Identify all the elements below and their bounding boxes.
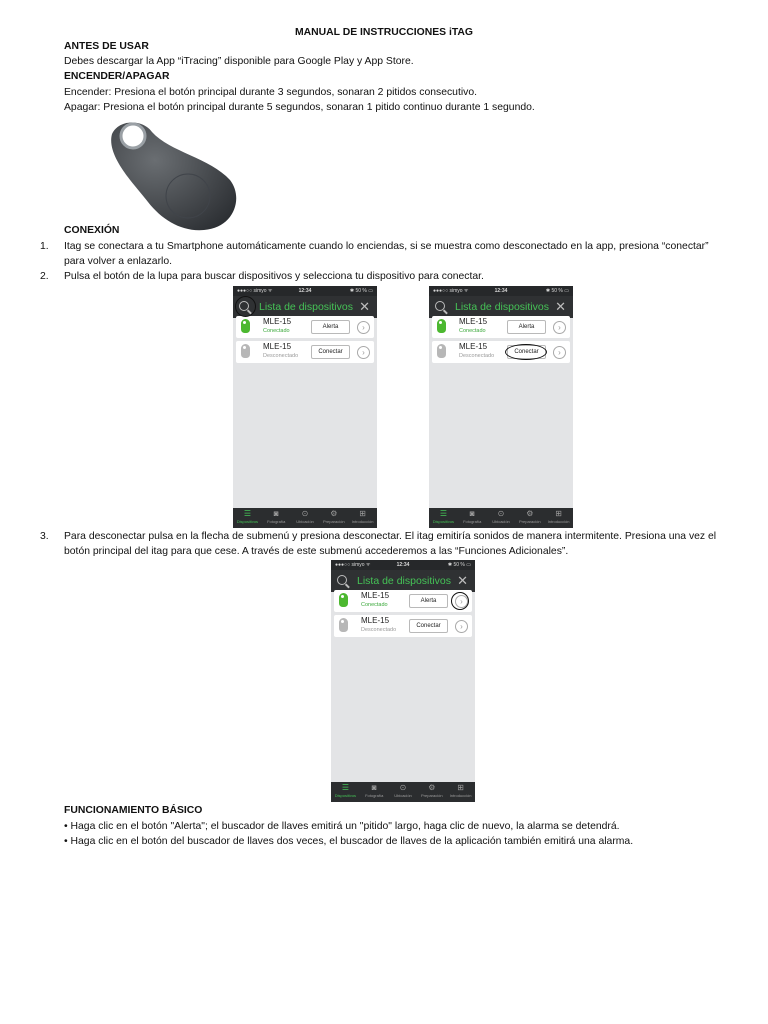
tab-photo[interactable]: [360, 782, 389, 802]
book-icon: ⊞: [457, 783, 464, 792]
submenu-arrow-icon[interactable]: ›: [553, 321, 566, 334]
itag-green-icon: [339, 593, 348, 607]
connect-button[interactable]: Conectar: [311, 345, 350, 359]
tab-photo[interactable]: [262, 508, 291, 528]
tab-label: Preparación: [323, 519, 345, 524]
device-status: Desconectado: [459, 353, 495, 359]
tab-bar: [233, 508, 377, 528]
book-icon: ⊞: [555, 509, 562, 518]
device-row[interactable]: [236, 316, 374, 338]
submenu-arrow-icon[interactable]: ›: [455, 595, 468, 608]
step-3-number: 3.: [40, 531, 49, 542]
tab-bar: [429, 508, 573, 528]
gear-icon: ⚙: [428, 783, 436, 792]
gear-icon: ⚙: [526, 509, 534, 518]
nav-title: Lista de dispositivos: [259, 301, 353, 313]
step-2-number: 2.: [40, 271, 49, 282]
location-icon: ⊙: [301, 509, 309, 518]
device-row[interactable]: [236, 341, 374, 363]
itag-grey-icon: [339, 618, 348, 632]
highlight-circle: [451, 592, 469, 610]
device-status: Conectado: [459, 328, 486, 334]
tab-label: Fotografía: [463, 519, 482, 524]
device-status: Desconectado: [263, 353, 299, 359]
tab-label: Ubicación: [394, 793, 412, 798]
nav-title: Lista de dispositivos: [455, 301, 549, 313]
phone-screenshot-1: [233, 286, 377, 528]
tab-settings[interactable]: [319, 508, 348, 528]
device-name: MLE-15: [459, 342, 488, 351]
camera-icon: ◙: [469, 509, 475, 518]
battery-indicator: ✱ 50 % ▭: [545, 288, 569, 294]
highlight-circle: [505, 344, 547, 360]
power-heading: ENCENDER/APAGAR: [64, 71, 170, 82]
nav-bar: [331, 570, 475, 592]
carrier-label: ●●●○○ simyo ᯤ: [335, 562, 371, 568]
step-3-text: Para desconectar pulsa en la flecha de submenú y presiona desconectar. El itag emitiría sonidos de manera intermitente. Presiona una vez el: [64, 531, 717, 542]
power-off-text: Apagar: Presiona el botón principal durante 5 segundos, sonaran 1 pitido continuo durante 1 segundo.: [64, 102, 535, 113]
itag-device-image: [100, 118, 240, 233]
tab-intro[interactable]: [544, 508, 573, 528]
phone-screenshot-3: [331, 560, 475, 802]
device-row[interactable]: [334, 615, 472, 637]
gear-icon: ⚙: [330, 509, 338, 518]
step-1-text: Itag se conectara a tu Smartphone automáticamente cuando lo enciendas, si se muestra como desconectado en la app, presiona “conectar”: [64, 241, 709, 252]
location-icon: ⊙: [399, 783, 407, 792]
submenu-arrow-icon[interactable]: ›: [455, 620, 468, 633]
search-icon[interactable]: [337, 575, 347, 585]
carrier-label: ●●●○○ simyo ᯤ: [433, 288, 469, 294]
basic-bullet-1: • Haga clic en el botón "Alerta"; el buscador de llaves emitirá un "pitido" largo, haga clic de nuevo, la alarma se detendrá.: [64, 821, 620, 832]
tab-label: Introducción: [547, 519, 570, 524]
tab-bar: [331, 782, 475, 802]
tab-label: Fotografía: [365, 793, 384, 798]
tab-label: Dispositivos: [432, 519, 455, 524]
step-3-text-cont: botón principal del itag para que cese. A través de este submenú accederemos a las “Funciones Adicionales”.: [64, 546, 569, 557]
tab-location[interactable]: [389, 782, 418, 802]
search-icon[interactable]: [435, 301, 445, 311]
tab-intro[interactable]: [446, 782, 475, 802]
tab-label: Fotografía: [267, 519, 286, 524]
connection-heading: CONEXIÓN: [64, 225, 120, 236]
device-status: Conectado: [263, 328, 290, 334]
basic-heading: FUNCIONAMIENTO BÁSICO: [64, 805, 203, 816]
submenu-arrow-icon[interactable]: ›: [553, 346, 566, 359]
tab-label: Dispositivos: [236, 519, 259, 524]
battery-indicator: ✱ 50 % ▭: [447, 562, 471, 568]
tab-photo[interactable]: [458, 508, 487, 528]
device-name: MLE-15: [361, 591, 390, 600]
tab-label: Preparación: [519, 519, 541, 524]
tab-label: Introducción: [449, 793, 472, 798]
clock: 12:34: [298, 288, 312, 294]
list-icon: ☰: [341, 783, 349, 792]
tab-label: Ubicación: [296, 519, 314, 524]
device-name: MLE-15: [263, 342, 292, 351]
tab-label: Dispositivos: [334, 793, 357, 798]
step-1-text-cont: para volver a enlazarlo.: [64, 256, 173, 267]
device-row[interactable]: [432, 341, 570, 363]
itag-green-icon: [241, 319, 250, 333]
status-bar: [233, 286, 377, 296]
phone-screenshot-2: [429, 286, 573, 528]
tab-settings[interactable]: [417, 782, 446, 802]
basic-bullet-2: • Haga clic en el botón del buscador de llaves dos veces, el buscador de llaves de la aplicación también emitirá una alarma.: [64, 836, 634, 847]
before-use-text: Debes descargar la App “iTracing” disponible para Google Play y App Store.: [64, 56, 414, 67]
document-title: MANUAL DE INSTRUCCIONES iTAG: [295, 27, 473, 38]
tools-icon[interactable]: ✕: [457, 573, 468, 588]
step-1-number: 1.: [40, 241, 49, 252]
list-icon: ☰: [439, 509, 447, 518]
book-icon: ⊞: [359, 509, 366, 518]
tab-devices[interactable]: [429, 508, 458, 528]
device-status: Desconectado: [361, 627, 397, 633]
clock: 12:34: [494, 288, 508, 294]
list-icon: ☰: [243, 509, 251, 518]
tab-devices[interactable]: [233, 508, 262, 528]
location-icon: ⊙: [497, 509, 505, 518]
device-status: Conectado: [361, 602, 388, 608]
tab-location[interactable]: [487, 508, 516, 528]
alert-button[interactable]: Alerta: [311, 320, 350, 334]
tab-location[interactable]: [291, 508, 320, 528]
carrier-label: ●●●○○ simyo ᯤ: [237, 288, 273, 294]
camera-icon: ◙: [371, 783, 377, 792]
tools-icon[interactable]: ✕: [555, 299, 566, 314]
nav-bar: [429, 296, 573, 318]
submenu-arrow-icon[interactable]: ›: [357, 321, 370, 334]
itag-grey-icon: [437, 344, 446, 358]
tools-icon[interactable]: ✕: [359, 299, 370, 314]
tab-intro[interactable]: [348, 508, 377, 528]
itag-green-icon: [437, 319, 446, 333]
device-row[interactable]: [432, 316, 570, 338]
status-bar: [331, 560, 475, 570]
alert-button[interactable]: Alerta: [409, 594, 448, 608]
power-on-text: Encender: Presiona el botón principal durante 3 segundos, sonaran 2 pitidos consecutivo.: [64, 87, 478, 98]
device-name: MLE-15: [263, 317, 292, 326]
submenu-arrow-icon[interactable]: ›: [357, 346, 370, 359]
before-use-heading: ANTES DE USAR: [64, 41, 149, 52]
tab-devices[interactable]: [331, 782, 360, 802]
tab-label: Ubicación: [492, 519, 510, 524]
tab-settings[interactable]: [515, 508, 544, 528]
alert-button[interactable]: Alerta: [507, 320, 546, 334]
connect-button[interactable]: Conectar: [409, 619, 448, 633]
step-2-text: Pulsa el botón de la lupa para buscar dispositivos y selecciona tu dispositivo para conectar.: [64, 271, 484, 282]
tab-label: Preparación: [421, 793, 443, 798]
device-name: MLE-15: [459, 317, 488, 326]
device-name: MLE-15: [361, 616, 390, 625]
tab-label: Introducción: [351, 519, 374, 524]
highlight-circle: [235, 296, 256, 317]
clock: 12:34: [396, 562, 410, 568]
connect-button[interactable]: Conectar: [507, 345, 546, 359]
camera-icon: ◙: [273, 509, 279, 518]
battery-indicator: ✱ 50 % ▭: [349, 288, 373, 294]
itag-grey-icon: [241, 344, 250, 358]
nav-title: Lista de dispositivos: [357, 575, 451, 587]
status-bar: [429, 286, 573, 296]
